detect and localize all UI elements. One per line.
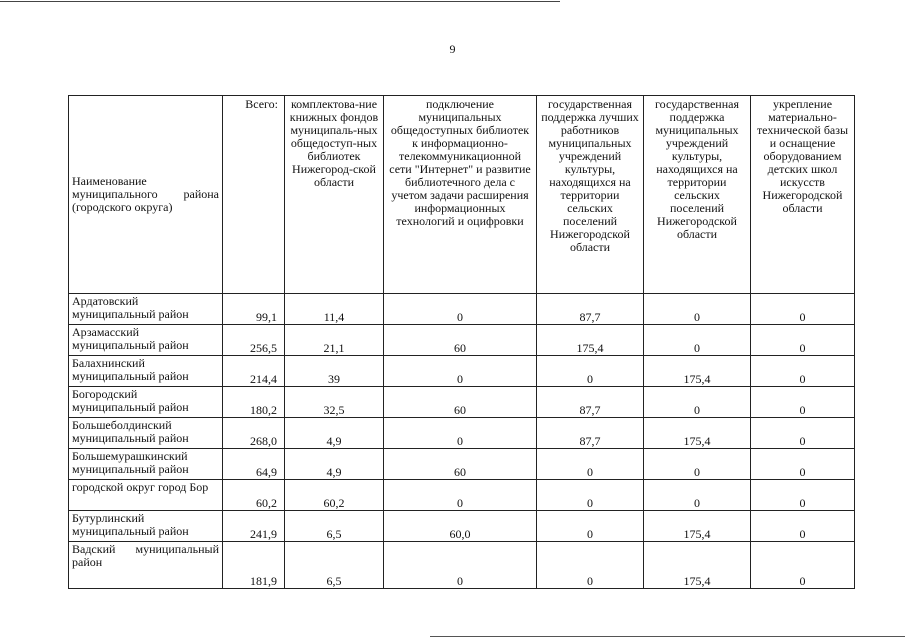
- value-art-schools: 0: [751, 356, 855, 387]
- value-internet-connection: 60: [384, 449, 537, 480]
- value-institutions-support: 0: [644, 294, 751, 325]
- value-best-workers-support: 0: [537, 542, 644, 589]
- value-book-funds: 39: [285, 356, 384, 387]
- district-name: городской округ город Бор: [69, 480, 223, 511]
- value-best-workers-support: 0: [537, 511, 644, 542]
- value-book-funds: 4,9: [285, 449, 384, 480]
- value-book-funds: 32,5: [285, 387, 384, 418]
- table-row: [69, 387, 855, 418]
- allocation-table: [68, 95, 855, 589]
- district-name: Арзамасский муниципальный район: [69, 325, 223, 356]
- value-total: 99,1: [223, 294, 285, 325]
- value-best-workers-support: 0: [537, 356, 644, 387]
- value-best-workers-support: 0: [537, 480, 644, 511]
- table-row: [69, 511, 855, 542]
- value-book-funds: 11,4: [285, 294, 384, 325]
- value-internet-connection: 60: [384, 325, 537, 356]
- value-art-schools: 0: [751, 294, 855, 325]
- table-row: [69, 542, 855, 589]
- value-institutions-support: 0: [644, 387, 751, 418]
- value-total: 180,2: [223, 387, 285, 418]
- header-institutions-support: государственная поддержка муниципальных учреждений культуры, находящихся на территории сельских поселений Нижегородской области: [644, 96, 751, 294]
- header-total: Всего:: [223, 96, 285, 294]
- value-internet-connection: 0: [384, 294, 537, 325]
- value-art-schools: 0: [751, 511, 855, 542]
- value-total: 64,9: [223, 449, 285, 480]
- value-book-funds: 21,1: [285, 325, 384, 356]
- value-best-workers-support: 175,4: [537, 325, 644, 356]
- value-internet-connection: 0: [384, 418, 537, 449]
- value-total: 268,0: [223, 418, 285, 449]
- value-institutions-support: 0: [644, 449, 751, 480]
- district-name: Ардатовский муниципальный район: [69, 294, 223, 325]
- value-art-schools: 0: [751, 480, 855, 511]
- value-total: 60,2: [223, 480, 285, 511]
- value-book-funds: 6,5: [285, 511, 384, 542]
- value-best-workers-support: 0: [537, 449, 644, 480]
- value-institutions-support: 175,4: [644, 542, 751, 589]
- header-best-workers-support: государственная поддержка лучших работников муниципальных учреждений культуры, находящихся на территории сельских поселений Нижегородской области: [537, 96, 644, 294]
- value-best-workers-support: 87,7: [537, 387, 644, 418]
- page-number: 9: [449, 42, 456, 56]
- value-art-schools: 0: [751, 325, 855, 356]
- table-row: [69, 480, 855, 511]
- value-total: 241,9: [223, 511, 285, 542]
- value-art-schools: 0: [751, 542, 855, 589]
- value-book-funds: 60,2: [285, 480, 384, 511]
- header-book-funds: комплектова-ние книжных фондов муниципаль-ных общедоступ-ных библиотек Нижегород-ской области: [285, 96, 384, 294]
- scan-edge-bottom: [430, 636, 905, 637]
- district-name: Большемурашкинский муниципальный район: [69, 449, 223, 480]
- district-name: Бутурлинский муниципальный район: [69, 511, 223, 542]
- value-internet-connection: 0: [384, 542, 537, 589]
- value-total: 181,9: [223, 542, 285, 589]
- district-name: Богородский муниципальный район: [69, 387, 223, 418]
- value-internet-connection: 60: [384, 387, 537, 418]
- value-book-funds: 6,5: [285, 542, 384, 589]
- value-internet-connection: 60,0: [384, 511, 537, 542]
- district-name: Балахнинский муниципальный район: [69, 356, 223, 387]
- district-name: Вадский муниципальный район: [69, 542, 223, 589]
- value-internet-connection: 0: [384, 480, 537, 511]
- value-internet-connection: 0: [384, 356, 537, 387]
- value-best-workers-support: 87,7: [537, 418, 644, 449]
- value-best-workers-support: 87,7: [537, 294, 644, 325]
- value-art-schools: 0: [751, 449, 855, 480]
- table-header-row: [69, 96, 855, 294]
- value-art-schools: 0: [751, 387, 855, 418]
- header-district-name: Наименование муниципального района (городского округа): [69, 96, 223, 294]
- value-institutions-support: 0: [644, 325, 751, 356]
- value-institutions-support: 175,4: [644, 356, 751, 387]
- district-name: Большеболдинский муниципальный район: [69, 418, 223, 449]
- table-row: [69, 418, 855, 449]
- value-book-funds: 4,9: [285, 418, 384, 449]
- value-art-schools: 0: [751, 418, 855, 449]
- value-institutions-support: 0: [644, 480, 751, 511]
- table-row: [69, 449, 855, 480]
- table-row: [69, 294, 855, 325]
- value-institutions-support: 175,4: [644, 418, 751, 449]
- value-total: 256,5: [223, 325, 285, 356]
- table-row: [69, 325, 855, 356]
- table-row: [69, 356, 855, 387]
- header-internet-connection: подключение муниципальных общедоступных библиотек к информационно-телекоммуникационной сети "Интернет" и развитие библиотечного дела с учетом задачи расширения информационных технологий и оцифровки: [384, 96, 537, 294]
- value-total: 214,4: [223, 356, 285, 387]
- scan-edge-top: [0, 1, 560, 2]
- header-art-schools: укрепление материально-технической базы и оснащение оборудованием детских школ искусств Нижегородской области: [751, 96, 855, 294]
- value-institutions-support: 175,4: [644, 511, 751, 542]
